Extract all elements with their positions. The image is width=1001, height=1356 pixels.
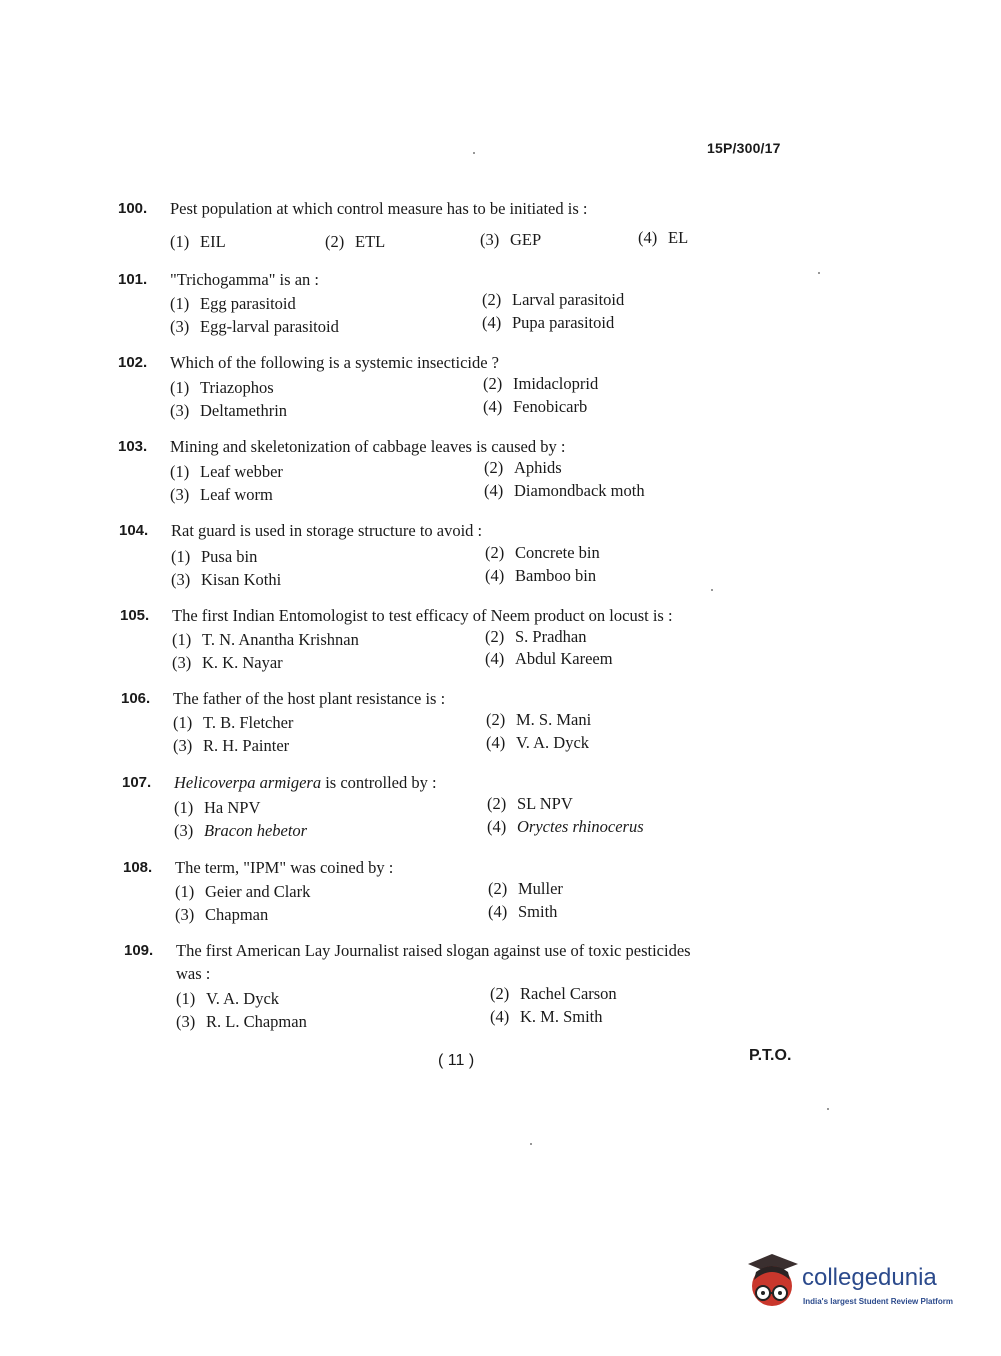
question-number: 102. xyxy=(118,354,148,371)
option-4: (4) Fenobicarb xyxy=(483,397,588,416)
option-2: (2) Concrete bin xyxy=(485,543,600,562)
option-3: (3) Bracon hebetor xyxy=(174,821,308,840)
brand-name: collegedunia xyxy=(802,1264,937,1291)
option-4: (4) V. A. Dyck xyxy=(486,733,590,752)
scan-speck xyxy=(711,589,713,591)
question-106 xyxy=(121,687,793,755)
question-number: 107. xyxy=(122,774,152,791)
question-number: 105. xyxy=(120,607,150,624)
question-101 xyxy=(118,268,790,336)
question-text-continued: was : xyxy=(176,964,211,983)
question-100 xyxy=(118,197,810,251)
question-102 xyxy=(118,351,790,420)
question-text: Rat guard is used in storage structure to avoid : xyxy=(171,521,483,540)
option-1: (1) Leaf webber xyxy=(170,462,283,481)
scan-speck xyxy=(827,1108,829,1110)
question-number: 106. xyxy=(121,690,151,707)
option-1: (1) Egg parasitoid xyxy=(170,294,296,313)
option-4: (4) EL xyxy=(638,228,689,247)
brand-tagline: India's largest Student Review Platform xyxy=(803,1297,953,1306)
option-3: (3) Chapman xyxy=(175,905,269,924)
option-1: (1) V. A. Dyck xyxy=(176,989,280,1008)
question-number: 109. xyxy=(124,942,154,959)
question-text: The first American Lay Journalist raised slogan against use of toxic pesticides xyxy=(176,941,691,960)
option-2: (2) Imidacloprid xyxy=(483,374,599,393)
option-1: (1) Pusa bin xyxy=(171,547,258,566)
question-text: The father of the host plant resistance is : xyxy=(173,689,446,708)
question-text: Mining and skeletonization of cabbage leaves is caused by : xyxy=(170,437,566,456)
collegedunia-logo xyxy=(742,1250,972,1312)
question-number: 108. xyxy=(123,859,153,876)
option-3: (3) R. L. Chapman xyxy=(176,1012,307,1031)
option-3: (3) Leaf worm xyxy=(170,485,273,504)
option-3: (3) Kisan Kothi xyxy=(171,570,282,589)
question-109 xyxy=(124,939,816,1031)
option-1: (1) Triazophos xyxy=(170,378,274,397)
question-107 xyxy=(122,771,794,840)
option-4: (4) Abdul Kareem xyxy=(485,649,613,668)
question-text: Which of the following is a systemic insecticide ? xyxy=(170,353,499,372)
question-number: 100. xyxy=(118,200,148,217)
question-text: Helicoverpa armigera is controlled by : xyxy=(174,773,437,792)
option-3: (3) R. H. Painter xyxy=(173,736,290,755)
scan-speck xyxy=(818,272,820,274)
paper-code: 15P/300/17 xyxy=(707,140,781,156)
pto-label: P.T.O. xyxy=(749,1047,792,1064)
page-number: ( 11 ) xyxy=(438,1052,475,1069)
question-text: "Trichogamma" is an : xyxy=(170,270,319,289)
option-3: (3) GEP xyxy=(480,230,542,249)
option-3: (3) Deltamethrin xyxy=(170,401,288,420)
option-1: (1) T. B. Fletcher xyxy=(173,713,294,732)
option-4: (4) K. M. Smith xyxy=(490,1007,603,1026)
option-2: (2) S. Pradhan xyxy=(485,627,587,646)
option-2: (2) Aphids xyxy=(484,458,562,477)
question-103 xyxy=(118,435,790,504)
question-text: The term, "IPM" was coined by : xyxy=(175,858,394,877)
option-1: (1) T. N. Anantha Krishnan xyxy=(172,630,359,649)
scan-speck xyxy=(473,152,475,154)
question-104 xyxy=(119,519,791,589)
option-3: (3) Egg-larval parasitoid xyxy=(170,317,339,336)
option-1: (1) Geier and Clark xyxy=(175,882,311,901)
question-number: 101. xyxy=(118,271,148,288)
option-2: (2) Larval parasitoid xyxy=(482,290,625,309)
option-2: (2) M. S. Mani xyxy=(486,710,592,729)
option-4: (4) Diamondback moth xyxy=(484,481,645,500)
option-4: (4) Smith xyxy=(488,902,558,921)
scan-speck xyxy=(530,1143,532,1145)
option-3: (3) K. K. Nayar xyxy=(172,653,283,672)
option-2: (2) Muller xyxy=(488,879,563,898)
option-2: (2) Rachel Carson xyxy=(490,984,617,1003)
mascot-icon xyxy=(742,1250,802,1312)
option-1: (1) Ha NPV xyxy=(174,798,261,817)
question-108 xyxy=(123,856,795,924)
option-4: (4) Oryctes rhinocerus xyxy=(487,817,644,836)
question-number: 103. xyxy=(118,438,148,455)
option-4: (4) Bamboo bin xyxy=(485,566,597,585)
question-text: Pest population at which control measure has to be initiated is : xyxy=(170,199,588,218)
option-2: (2) SL NPV xyxy=(487,794,573,813)
option-4: (4) Pupa parasitoid xyxy=(482,313,615,332)
question-number: 104. xyxy=(119,522,149,539)
question-text: The first Indian Entomologist to test efficacy of Neem product on locust is : xyxy=(172,606,673,625)
question-105 xyxy=(120,604,792,672)
option-2: (2) ETL xyxy=(325,232,386,251)
option-1: (1) EIL xyxy=(170,232,226,251)
